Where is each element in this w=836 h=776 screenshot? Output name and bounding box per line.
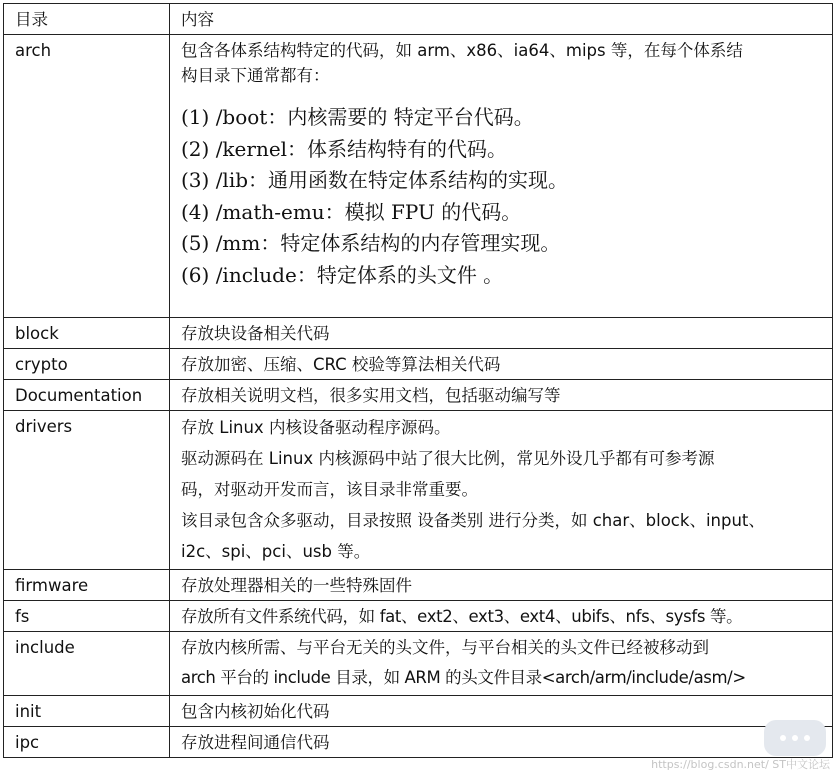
header-content: 内容: [170, 4, 833, 35]
list-item: (1) /boot：内核需要的 特定平台代码。: [181, 105, 534, 129]
dir-description: [170, 411, 833, 570]
table-row: [4, 411, 833, 570]
description-line: 存放内核所需、与平台无关的头文件，与平台相关的头文件已经被移动到: [181, 638, 709, 657]
dir-name: drivers: [4, 411, 170, 570]
table-row: [4, 570, 833, 601]
header-dir: 目录: [4, 4, 170, 35]
dir-name: init: [4, 696, 170, 727]
table-row: [4, 35, 833, 318]
list-item: (6) /include：特定体系的头文件 。: [181, 262, 504, 287]
description-line: 存放 Linux 内核设备驱动程序源码。: [181, 418, 451, 437]
table-row: [4, 632, 833, 696]
description-line: arch 平台的 include 目录，如 ARM 的头文件目录<arch/arm/include/asm/>: [181, 668, 746, 687]
dir-description: 包含内核初始化代码: [170, 696, 833, 727]
table-row: [4, 349, 833, 380]
description-line: 码，对驱动开发而言，该目录非常重要。: [181, 480, 478, 499]
watermark: [651, 756, 830, 772]
description-line: 构目录下通常都有：: [181, 66, 330, 85]
dir-description: 存放块设备相关代码: [170, 318, 833, 349]
kernel-directory-table: [3, 3, 833, 758]
dir-description: [170, 632, 833, 696]
description-line: 驱动源码在 Linux 内核源码中站了很大比例，常见外设几乎都有可参考源: [181, 449, 715, 468]
dir-name: ipc: [4, 727, 170, 758]
dir-name: Documentation: [4, 380, 170, 411]
list-item: (2) /kernel：体系结构特有的代码。: [181, 136, 508, 161]
forum-logo: [764, 720, 826, 756]
list-item: (3) /lib：通用函数在特定体系结构的实现。: [181, 168, 569, 192]
table-row: [4, 318, 833, 349]
dir-description: 存放所有文件系统代码，如 fat、ext2、ext3、ext4、ubifs、nfs、sysfs 等。: [170, 601, 833, 632]
description-line: 该目录包含众多驱动，目录按照 设备类别 进行分类，如 char、block、input、: [181, 511, 765, 530]
description-line: i2c、spi、pci、usb 等。: [181, 542, 371, 561]
description-line: 包含各体系结构特定的代码，如 arm、x86、ia64、mips 等，在每个体系结: [181, 41, 743, 60]
watermark-url: https://blog.csdn.net/: [651, 758, 769, 771]
dir-name: fs: [4, 601, 170, 632]
table-row: [4, 727, 833, 758]
header-row: [4, 4, 833, 35]
dir-description: 存放进程间通信代码: [170, 727, 833, 758]
dir-name: firmware: [4, 570, 170, 601]
dir-name: arch: [4, 35, 170, 318]
table-row: [4, 380, 833, 411]
dir-description: [170, 35, 833, 318]
watermark-logo-text: ST中文论坛: [772, 758, 830, 771]
dir-description: 存放加密、压缩、CRC 校验等算法相关代码: [170, 349, 833, 380]
table-row: [4, 696, 833, 727]
subdir-list: [181, 102, 824, 291]
dir-description: 存放相关说明文档，很多实用文档，包括驱动编写等: [170, 380, 833, 411]
table-row: [4, 601, 833, 632]
dir-name: include: [4, 632, 170, 696]
dir-name: crypto: [4, 349, 170, 380]
dir-name: block: [4, 318, 170, 349]
list-item: (5) /mm：特定体系结构的内存管理实现。: [181, 231, 561, 255]
list-item: (4) /math-emu：模拟 FPU 的代码。: [181, 199, 522, 224]
dir-description: 存放处理器相关的一些特殊固件: [170, 570, 833, 601]
